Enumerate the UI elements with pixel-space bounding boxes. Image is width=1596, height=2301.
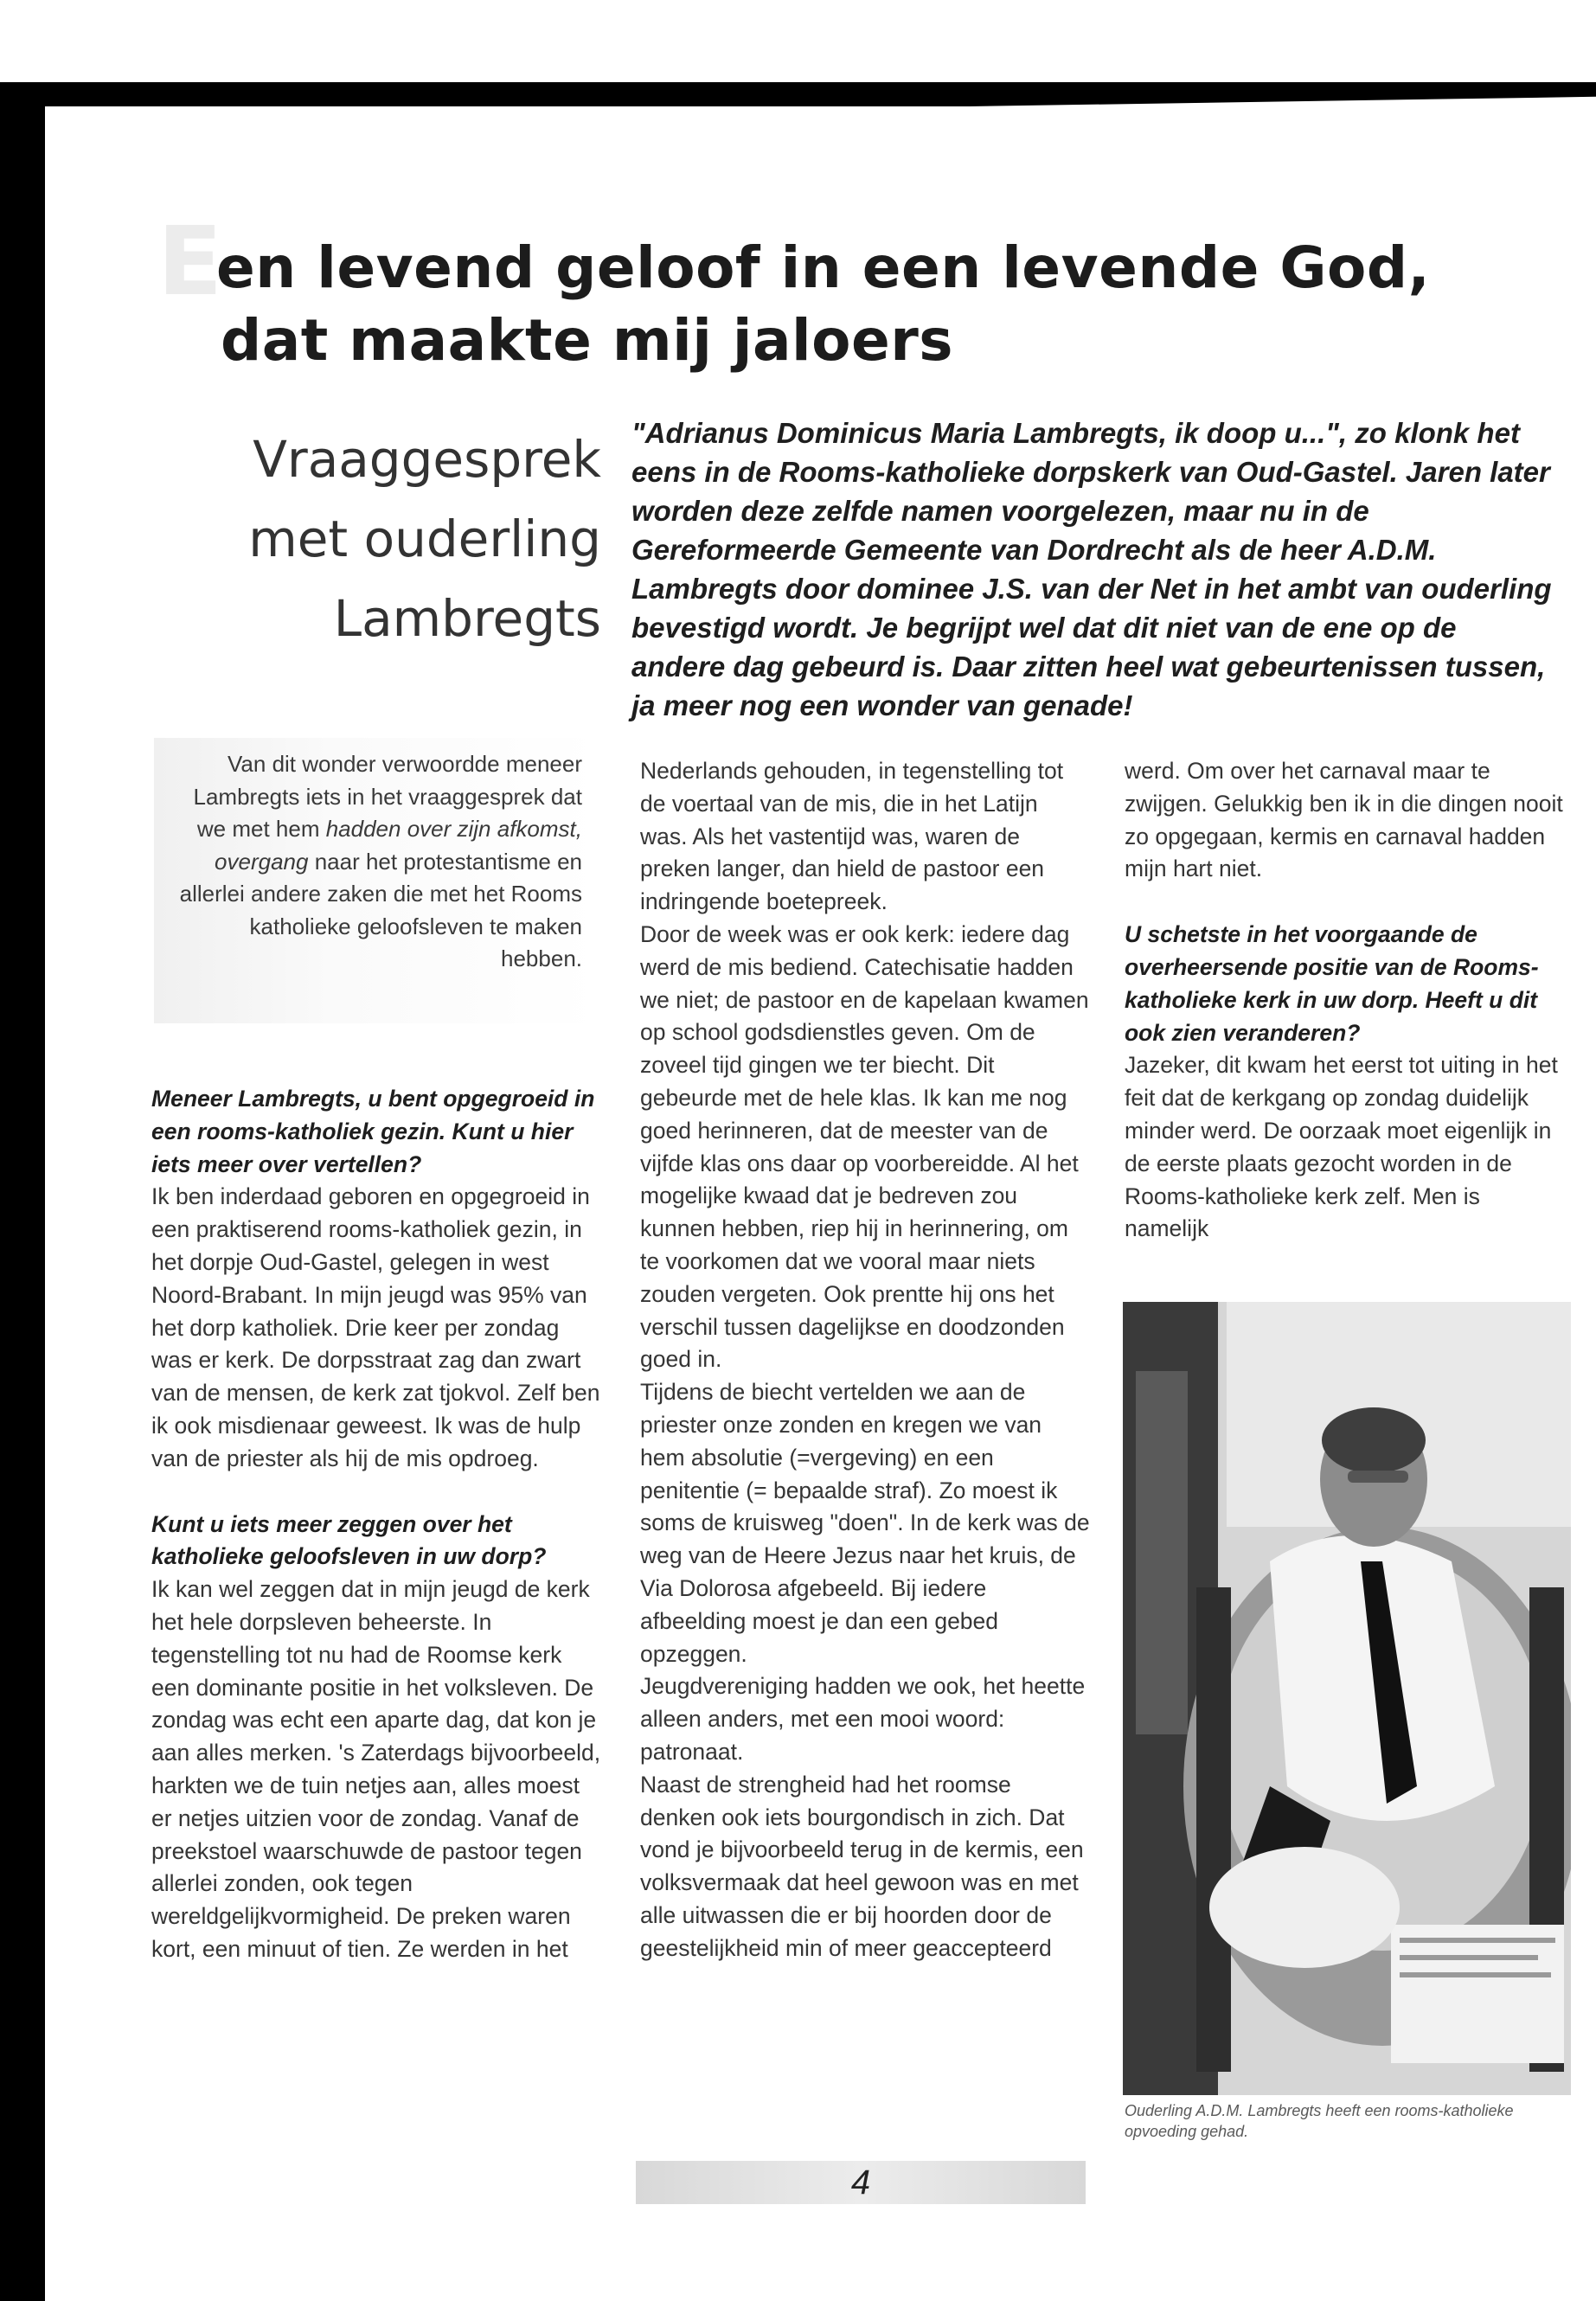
subtitle-line-2: met ouderling: [248, 510, 601, 568]
sidebar-text-a: Van dit wonder verwoordde meneer Lambregts iets in het vraaggesprek dat we met hem: [193, 751, 582, 842]
answer-1: Ik ben inderdaad geboren en opgegroeid in een praktiserend rooms-katholiek gezin, in het dorpje Oud-Gastel, gelegen in west Noord-Brabant. In mijn jeugd was 95% van het dorp katholiek. Drie keer per zondag was er kerk. De dorpsstraat zag dan zwart van de mensen, de kerk zat tjokvol. Zelf ben ik ook misdienaar geweest. Ik was de hulp van de priester als hij de mis opdroeg.: [151, 1183, 600, 1471]
sidebar-text-b: hadden over zijn afkomst, overgang: [215, 816, 582, 875]
answer-3: Jazeker, dit kwam het eerst tot uiting in het feit dat de kerkgang op zondag duidelijk minder werd. De oorzaak moet eigenlijk in de eerste plaats gezocht worden in de Rooms-katholieke kerk zelf. Men is namelijk: [1125, 1052, 1558, 1242]
photo-caption: Ouderling A.D.M. Lambregts heeft een rooms-katholieke opvoeding gehad.: [1125, 2102, 1514, 2140]
col2-paragraph-1: Nederlands gehouden, in tegenstelling tot de voertaal van de mis, die in het Latijn was. Als het vastentijd was, waren de preken langer, dan hield de pastoor een indringende boetepreek.: [640, 758, 1064, 915]
headline-line-1: en levend geloof in een levende God,: [216, 234, 1431, 301]
column-1: [151, 1083, 601, 1966]
col2-paragraph-2: Door de week was er ook kerk: iedere dag werd de mis bediend. Catechisatie hadden we niet; de pastoor en de kapelaan kwamen op school godsdienstles geven. Om de zoveel tijd gingen we ter biecht. Dit gebeurde met de hele klas. Ik kan me nog goed herinneren, dat de meester van de vijfde klas ons daar op voorbereidde. Al het mogelijke kwaad dat je bedreven zou kunnen hebben, riep hij in herinnering, om te voorkomen dat we vooral maar niets zouden vergeten. Ook prentte hij ons het verschil tussen dagelijkse en doodzonden goed in.: [640, 920, 1089, 1373]
portrait-photo: [1123, 1302, 1571, 2095]
question-3: U schetste in het voorgaande de overheersende positie van de Rooms-katholieke kerk in uw dorp. Heeft u dit ook zien veranderen?: [1125, 921, 1539, 1046]
col2-paragraph-5: Naast de strengheid had het roomse denken ook iets bourgondisch in zich. Dat vond je bijvoorbeeld terug in de kermis, een volksvermaak dat heel gewoon was en met alle uitwassen die er bij hoorden door de geestelijkheid min of meer geaccepteerd: [640, 1771, 1084, 1961]
page-number: 4: [850, 2163, 871, 2202]
headline-line-2: dat maakte mij jaloers: [221, 307, 954, 374]
portrait-photo-illustration: [1123, 1302, 1571, 2095]
article-subtitle: [173, 420, 601, 658]
question-2: Kunt u iets meer zeggen over het katholieke geloofsleven in uw dorp?: [151, 1510, 547, 1570]
answer-2: Ik kan wel zeggen dat in mijn jeugd de kerk het hele dorpsleven beheerste. In tegenstelling tot nu had de Roomse kerk een dominante positie in het volksleven. De zondag was echt een aparte dag, dat kon je aan alles merken. 's Zaterdags bijvoorbeeld, harkten we de tuin netjes aan, alles moest er netjes uitzien voor de zondag. Vanaf de preekstoel waarschuwde de pastoor tegen allerlei zonden, ook tegen wereldgelijkvormigheid. De preken waren kort, een minuut of tien. Ze werden in het: [151, 1576, 601, 1962]
scan-border-top: [30, 82, 1596, 106]
sidebar-text-c: naar het protestantisme en allerlei andere zaken die met het Rooms katholieke geloofsleven te maken hebben.: [179, 848, 582, 971]
intro-paragraph: "Adrianus Dominicus Maria Lambregts, ik doop u...", zo klonk het eens in de Rooms-katholieke dorpskerk van Oud-Gastel. Jaren later worden deze zelfde namen voorgelezen, maar nu in de Gereformeerde Gemeente van Dordrecht als de heer A.D.M. Lambregts door dominee J.S. van der Net in het ambt van ouderling bevestigd wordt. Je begrijpt wel dat dit niet van de ene op de andere dag gebeurd is. Daar zitten heel wat gebeurtenissen tussen, ja meer nog een wonder van genade!: [631, 417, 1552, 721]
subtitle-line-1: Vraaggesprek: [253, 430, 601, 489]
col2-paragraph-3: Tijdens de biecht vertelden we aan de priester onze zonden en kregen we van hem absolutie (=vergeving) en een penitentie (= bepaalde straf). Zo moest ik soms de kruisweg "doen". In de kerk was de weg van de Heere Jezus naar het kruis, de Via Dolorosa afgebeeld. Bij iedere afbeelding moest je dan een gebed opzeggen.: [640, 1379, 1090, 1667]
subtitle-line-3: Lambregts: [333, 589, 601, 648]
col2-paragraph-4: Jeugdvereniging hadden we ook, het heette alleen anders, met een mooi woord: patronaat.: [640, 1673, 1086, 1765]
sidebar-text: [169, 748, 582, 976]
column-2: [640, 755, 1090, 1965]
headline-drop-letter: E: [157, 206, 223, 317]
question-1: Meneer Lambregts, u bent opgegroeid in een rooms-katholiek gezin. Kunt u hier iets meer over vertellen?: [151, 1086, 595, 1177]
column-3: [1125, 755, 1566, 1246]
article-headline: [157, 206, 1514, 377]
scan-border-left: [0, 82, 45, 2301]
col3-paragraph-1: werd. Om over het carnaval maar te zwijgen. Gelukkig ben ik in die dingen nooit zo opgegaan, kermis en carnaval hadden mijn hart niet.: [1125, 758, 1563, 882]
